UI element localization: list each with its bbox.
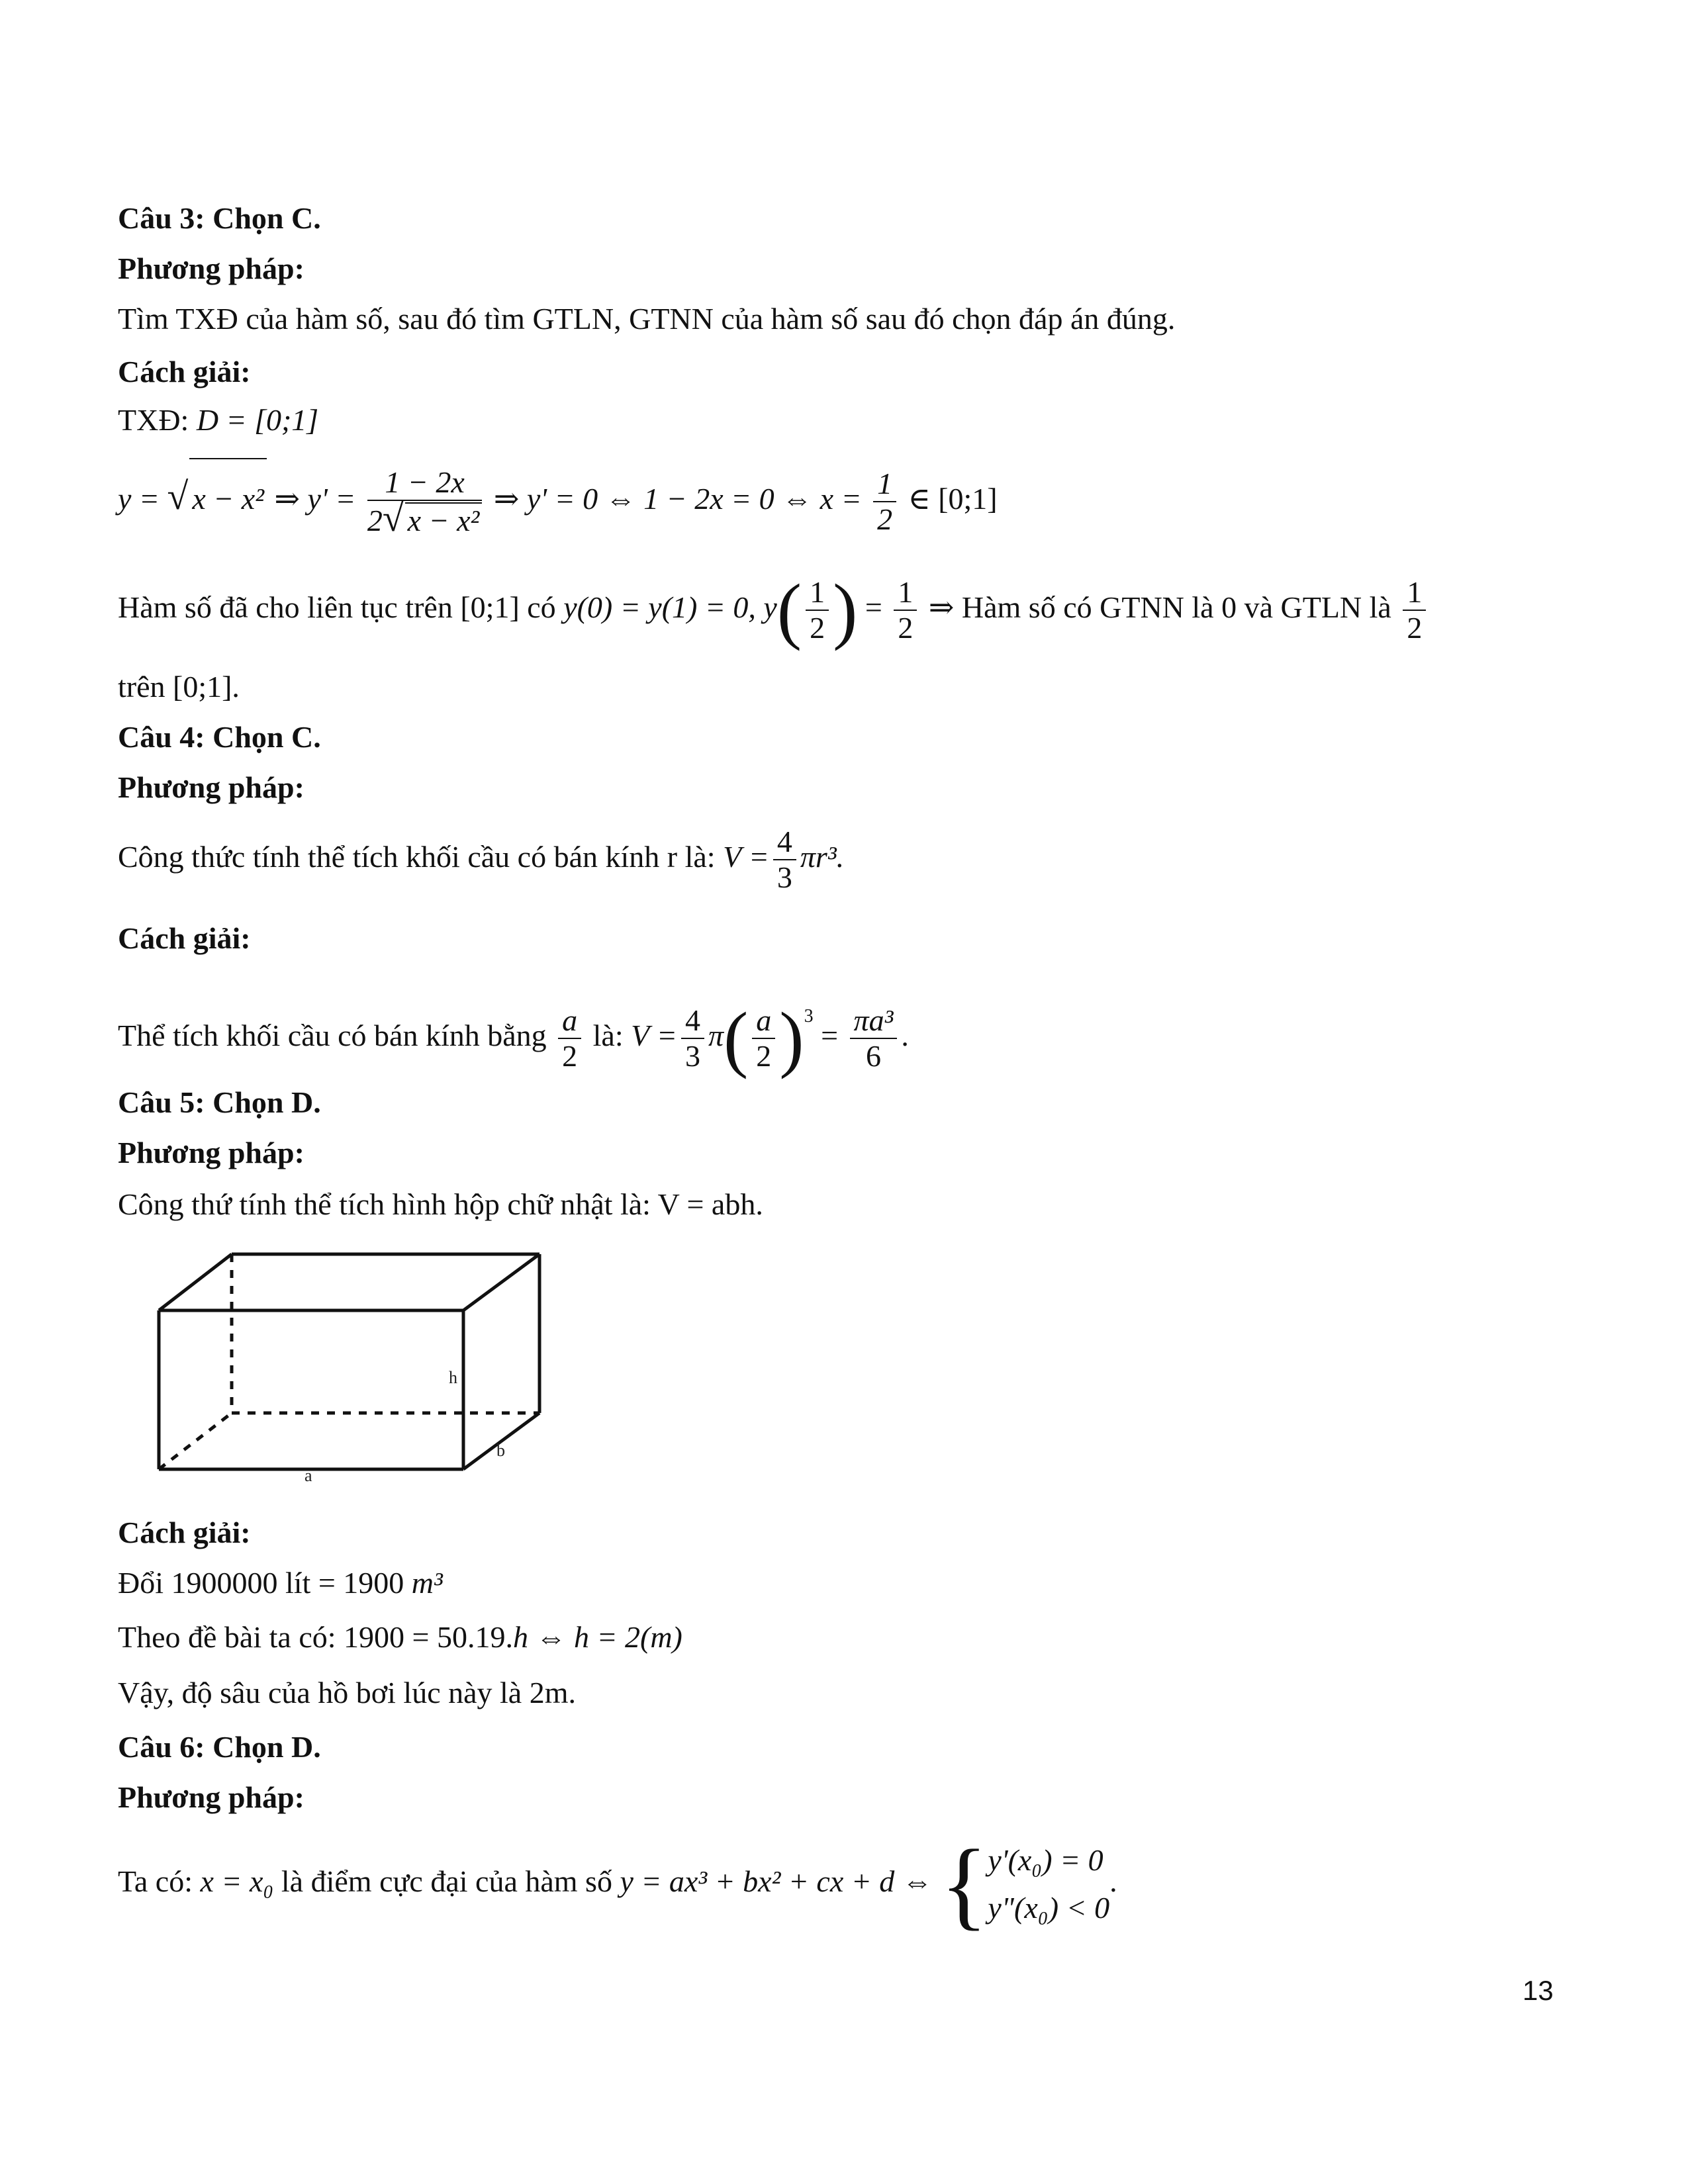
q4-sol-f1: $\frac{4}{3}$	[681, 1003, 704, 1073]
box-label-h: h	[449, 1368, 457, 1387]
q3-domain-expr: D = [0;1]	[196, 403, 319, 437]
q5-line1-unit: m³	[411, 1566, 443, 1600]
paren-right-icon: )	[833, 569, 858, 652]
q4-formula-v: V =	[723, 840, 769, 874]
q6-method-label: Phương pháp:	[118, 1780, 305, 1814]
q4-sol-result: $\frac{\text{πa³}}{6}$	[850, 1003, 898, 1073]
q3-f-half-num: 1	[873, 467, 896, 502]
q5-method-label: Phương pháp:	[118, 1136, 305, 1169]
q5-line3: Vậy, độ sâu của hồ bơi lúc này là 2m.	[118, 1676, 576, 1709]
q5-line1	[118, 1563, 443, 1603]
q6-statement: Ta có: x = x₀ là điểm cực đại của hàm số y = ax³ + bx² + cx + d ⇔ { y'(x₀) = 0 y"(x₀) < 0 .	[118, 1829, 1117, 1940]
q3-f-arrow1: ⇒ y' =	[274, 482, 356, 516]
q3-method-text: Tìm TXĐ của hàm số, sau đó tìm GTLN, GTNN của hàm số sau đó chọn đáp án đúng.	[118, 302, 1176, 336]
q6-sys2: y"(x₀) < 0	[988, 1891, 1110, 1925]
paren-left-icon: (	[723, 997, 749, 1080]
q4-method	[118, 821, 844, 895]
q4-sol-inner: $\frac{a}{2}$	[752, 1003, 775, 1073]
q5-line1-text: Đổi 1900000 lít = 1900	[118, 1566, 404, 1600]
q3-f-rad: x − x²	[189, 458, 267, 539]
q4-method-label: Phương pháp:	[118, 770, 305, 804]
q3-f-den-rad: x − x²	[405, 502, 483, 538]
q3-conc-eq: =	[865, 590, 882, 624]
q4-sol-v: V =	[631, 1019, 677, 1052]
q3-f-num: 1 − 2x	[367, 465, 483, 501]
q3-conc-frac-c: $\frac{1}{2}$	[1403, 575, 1426, 645]
q4-sol-text: Thể tích khối cầu có bán kính bằng	[118, 1019, 547, 1052]
box-label-b: b	[496, 1441, 505, 1460]
q4-solution: Thể tích khối cầu có bán kính bằng $\frac{a}{2}$ là: V = $\frac{4}{3}$ π( $\frac{a}{2}$ )$^3$ = $\frac{\text{πa³}}{6}$ .	[118, 997, 909, 1080]
q3-domain	[118, 400, 318, 440]
q6-system	[988, 1837, 1109, 1932]
box-label-a: a	[305, 1466, 312, 1482]
q5-line2-math: h ⇔ h = 2(m)	[512, 1620, 682, 1654]
q3-conc-arrow: ⇒	[928, 590, 955, 624]
q3-conc-text3: trên [0;1].	[118, 670, 240, 704]
box-hidden-depth	[159, 1413, 232, 1469]
q5-heading: Câu 5: Chọn D.	[118, 1085, 321, 1119]
q6-text1: Ta có:	[118, 1864, 193, 1898]
q6-math1: x = x₀	[200, 1864, 274, 1898]
q6-heading: Câu 6: Chọn D.	[118, 1730, 321, 1764]
q3-method-label: Phương pháp:	[118, 251, 305, 285]
paren-right-icon: )	[779, 997, 804, 1080]
q3-f-rest: ⇒ y' = 0 ⇔ 1 − 2x = 0 ⇔ x =	[493, 482, 862, 516]
q4-sol-frac: $\frac{a}{2}$	[558, 1003, 581, 1073]
q4-sol-eq: =	[821, 1019, 839, 1052]
q4-sol-pow: 3	[804, 1006, 814, 1026]
q4-solution-label: Cách giải:	[118, 921, 251, 955]
rectangular-box-figure	[146, 1244, 556, 1482]
sqrt-icon: √	[167, 475, 189, 518]
q6-math2: y = ax³ + bx² + cx + d ⇔	[620, 1864, 933, 1898]
q3-derivative-formula	[118, 457, 998, 539]
q3-domain-prefix: TXĐ:	[118, 403, 189, 437]
q4-formula-tail: πr³.	[800, 840, 845, 874]
q3-heading: Câu 3: Chọn C.	[118, 201, 321, 235]
q4-heading: Câu 4: Chọn C.	[118, 720, 321, 754]
q3-conc-frac-b: $\frac{1}{2}$	[894, 575, 917, 645]
paren-left-icon: (	[776, 569, 802, 652]
sqrt-icon: √	[382, 496, 404, 540]
box-top-left	[159, 1254, 232, 1310]
q5-solution-label: Cách giải:	[118, 1516, 251, 1549]
q3-solution-label: Cách giải:	[118, 355, 251, 388]
q3-conc-frac-a: $\frac{1}{2}$	[806, 575, 829, 645]
box-top-right	[463, 1254, 539, 1310]
q4-sol-la: là:	[592, 1019, 624, 1052]
q3-conc-text1: Hàm số đã cho liên tục trên [0;1] có	[118, 590, 556, 624]
q3-conc-expr: y(0) = y(1) = 0, y	[563, 590, 777, 624]
q4-formula-frac: $\frac{4}{3}$	[773, 825, 796, 895]
q5-line2	[118, 1617, 682, 1657]
q3-conc-text2: Hàm số có GTNN là 0 và GTLN là	[961, 590, 1391, 624]
q3-f-in: ∈ [0;1]	[908, 482, 998, 516]
q5-line2-text: Theo đề bài ta có: 1900 = 50.19.	[118, 1620, 513, 1654]
q3-f-half-den: 2	[877, 502, 893, 537]
q3-f-half	[873, 467, 896, 537]
q4-sol-pi: π	[708, 1019, 724, 1052]
q5-method-text: Công thứ tính thể tích hình hộp chữ nhật là: V = abh.	[118, 1187, 763, 1221]
q4-method-text: Công thức tính thể tích khối cầu có bán kính r là:	[118, 840, 716, 874]
q3-f-fraction	[367, 465, 483, 538]
page-number: 13	[1523, 1975, 1554, 2006]
q3-f-y: y =	[118, 482, 160, 516]
q6-sys1: y'(x₀) = 0	[988, 1843, 1103, 1878]
q3-conclusion	[118, 568, 1430, 652]
brace-icon: {	[940, 1829, 988, 1940]
q3-f-den: 2√ x − x²	[367, 501, 483, 538]
q6-text2: là điểm cực đại của hàm số	[281, 1864, 612, 1898]
